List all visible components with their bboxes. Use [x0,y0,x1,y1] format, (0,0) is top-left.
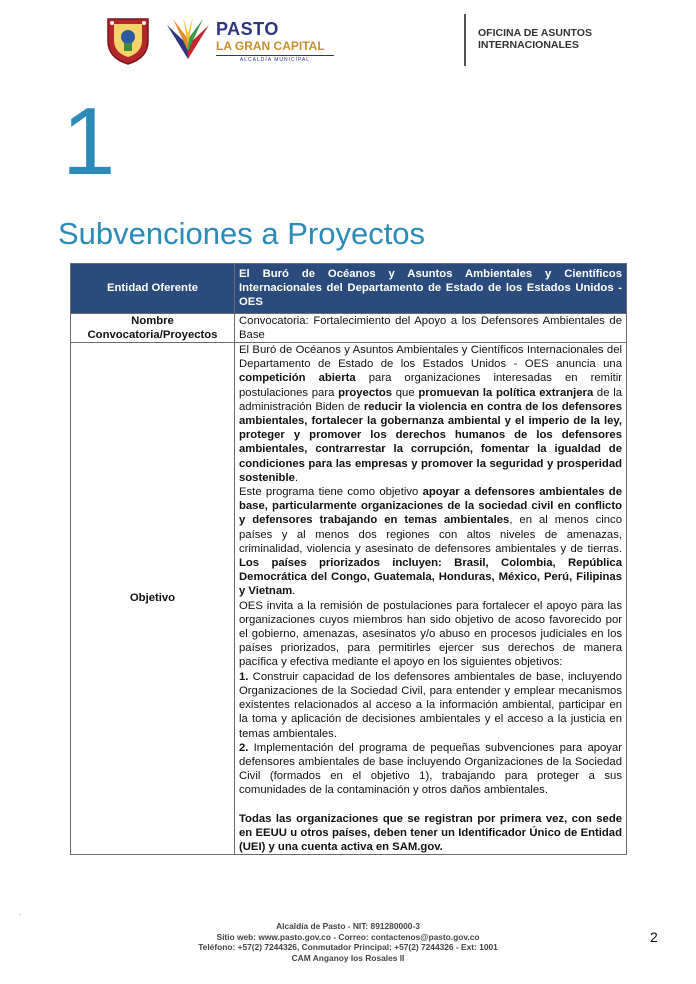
office-name [478,27,648,51]
page-number: 2 [650,929,658,945]
call-name-value: Convocatoria: Fortalecimiento del Apoyo a los Defensores Ambientales de Base [235,313,627,342]
footer-line-3: Teléfono: +57(2) 7244326, Conmutador Principal: +57(2) 7244326 - Ext: 1001 [198,942,498,953]
objective-label: Objetivo [71,343,235,855]
objective-paragraph-1: El Buró de Océanos y Asuntos Ambientales y Científicos Internacionales del Departamento de Estado de los Estados Unidos - OES anuncia una competición abierta para organizaciones interesadas en remitir postulaciones para proyectos que promuevan la política extranjera de la administración Biden de reducir la violencia en contra de los defensores ambientales, fortalecer la gobernanza ambiental y el imperio de la ley, proteger y promover los derechos humanos de los defensores ambientales, contrarrestar la corrupción, fomentar la igualdad de condiciones para las empresas y promover la seguridad y prosperidad sostenible. [239,344,622,484]
brand-rule [216,55,334,56]
entity-value: El Buró de Océanos y Asuntos Ambientales y Científicos Internacionales del Departamento de Estado de los Estados Unidos - OES [235,264,627,314]
table-row-entity [71,264,627,314]
stray-mark: . [19,911,21,917]
call-name-label: Nombre Convocatoria/Proyectos [71,313,235,342]
footer-line-4: CAM Anganoy los Rosales II [291,952,405,963]
footer-line-1: Alcaldía de Pasto - NIT: 891280000-3 [276,921,420,931]
entity-label: Entidad Oferente [71,264,235,314]
objective-paragraph-3: OES invita a la remisión de postulaciones para fortalecer el apoyo para las organizaciones cuyos miembros han sido objetivo de acoso favorecido por el gobierno, amenazas, asesinatos y/o abuso en procesos judiciales en los países priorizados, para permitirles ejercer sus derechos de manera pacífica y efectiva mediante el apoyo en los siguientes objetivos: [239,599,622,669]
pasto-coat-of-arms-logo [104,15,152,65]
section-title: Subvenciones a Proyectos [58,216,426,251]
objective-item-2: 2. Implementación del programa de pequeñas subvenciones para apoyar defensores ambientales de base incluyendo Organizaciones de la Sociedad Civil (formados en el objetivo 1), trabajando para proteger a sus comunidades de la contaminación y otros daños ambientales. [239,741,622,797]
objective-item-1: 1. Construir capacidad de los defensores ambientales de base, incluyendo Organizaciones de la Sociedad Civil, para entender y emplear mecanismos existentes relacionados al acceso a la información ambiental, participar en la toma y aplicación de decisiones ambientales y el acceso a la justicia en temas ambientales. [239,670,622,740]
grant-info-table [70,263,627,855]
brand-block [216,20,336,63]
table-row-call-name [71,313,627,342]
brand-subtitle: LA GRAN CAPITAL [216,39,325,53]
office-line-2: INTERNACIONALES [478,39,579,51]
objective-value [235,343,627,855]
section-number: 1 [62,88,116,195]
footer-line-2: Sitio web: www.pasto.gov.co - Correo: contactenos@pasto.gov.co [216,931,480,942]
brand-title: PASTO [216,19,279,39]
page-header [0,0,696,80]
brand-tagline: ALCALDÍA MUNICIPAL [239,57,311,63]
header-divider [464,14,466,66]
objective-paragraph-2: Este programa tiene como objetivo apoyar a defensores ambientales de base, particularmente organizaciones de la sociedad civil en conflicto y defensores trabajando en temas ambientales, en al menos cinco países y al menos dos regiones con altos niveles de amenazas, criminalidad, violencia y asesinato de defensores ambientales y de tierras. Los países priorizados incluyen: Brasil, Colombia, República Democrática del Congo, Guatemala, Honduras, México, Perú, Filipinas y Vietnam. [239,486,622,598]
registration-note: Todas las organizaciones que se registran por primera vez, con sede en EEUU u otros países, deben tener un Identificador Único de Entidad (UEI) y una cuenta activa en SAM.gov. [239,812,622,853]
table-row-objective [71,343,627,855]
pasto-wing-logo [163,15,213,63]
office-line-1: OFICINA DE ASUNTOS [478,27,592,39]
page-footer [0,921,696,963]
